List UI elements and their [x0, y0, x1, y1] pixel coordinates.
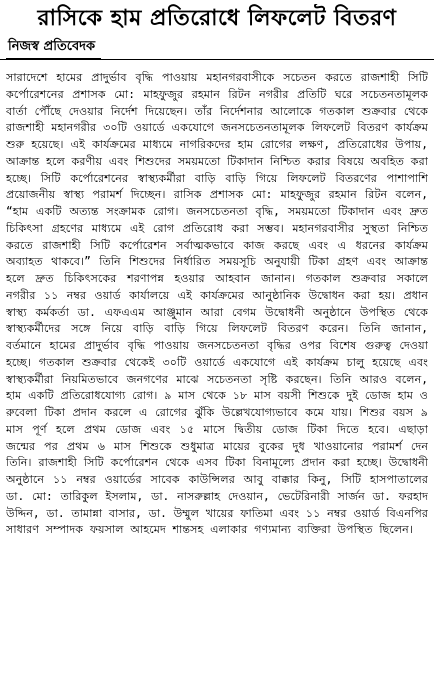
article-body: সারাদেশে হামের প্রাদুর্ভাব বৃদ্ধি পাওয়ায় মহানগরবাসীকে সচেতন করতে রাজশাহী সিটি কর্পোরেশনের প্রশাসক মো: মাহফুজুর রহমান রিটন নগরীর প্রতিটি ঘরে সচেতনতামূলক বার্তা পৌঁছে দেওয়ার নির্দেশ দিয়েছেন। তাঁর নির্দেশনার আলোকে গতকাল শুক্রবার থেকে রাজশাহী মহানগরীর ৩০টি ওয়ার্ডে একযোগে জনসচেতনতামূলক লিফলেট বিতরণ কার্যক্রম শুরু হয়েছে। এই কার্যক্রমের মাধ্যমে নাগরিকদের হাম রোগের লক্ষণ, প্রতিরোধের উপায়, আক্রান্ত হলে করণীয় এবং শিশুদের সময়মতো টিকাদান নিশ্চিত করার বিষয়ে অবহিত করা হচ্ছে। সিটি কর্পোরেশনের স্বাস্থ্যকর্মীরা বাড়ি বাড়ি গিয়ে লিফলেট বিতরণের পাশাপাশি প্রয়োজনীয় স্বাস্থ্য পরামর্শ দিচ্ছেন। রাসিক প্রশাসক মো: মাহফুজুর রহমান রিটন বলেন, “হাম একটি অত্যন্ত সংক্রামক রোগ। জনসচেতনতা বৃদ্ধি, সময়মতো টিকাদান এবং দ্রুত চিকিৎসা গ্রহণের মাধ্যমে এই রোগ প্রতিরোধ করা সম্ভব। মহানগরবাসীর সুস্থতা নিশ্চিত করতে রাজশাহী সিটি কর্পোরেশন সর্বাত্মকভাবে কাজ করছে এবং এ ধরনের কার্যক্রম অব্যাহত থাকবে।” তিনি শিশুদের নির্ধারিত সময়সূচি অনুযায়ী টিকা গ্রহণ এবং আক্রান্ত হলে দ্রুত চিকিৎসকের শরণাপন্ন হওয়ার আহবান জানান। গতকাল শুক্রবার সকালে নগরীর ১১ নম্বর ওয়ার্ড কার্যালয়ে এই কার্যক্রমের আনুষ্ঠানিক উদ্বোধন করা হয়। প্রধান স্বাস্থ্য কর্মকর্তা ডা. এফএএম আঞ্জুমান আরা বেগম উদ্বোধনী অনুষ্ঠানে উপস্থিত থেকে স্বাস্থ্যকর্মীদের সঙ্গে নিয়ে বাড়ি বাড়ি গিয়ে লিফলেট বিতরণ করেন। তিনি জানান, বর্তমানে হামের প্রাদুর্ভাব বৃদ্ধি পাওয়ায় জনসচেতনতা বৃদ্ধির ওপর বিশেষ গুরুত্ব দেওয়া হচ্ছে। গতকাল শুক্রবার থেকেই ৩০টি ওয়ার্ডে একযোগে এই কার্যক্রম চালু হয়েছে এবং স্বাস্থ্যকর্মীরা নিয়মিতভাবে জনগণের মাঝে সচেতনতা সৃষ্টি করছেন। তিনি আরও বলেন, হাম একটি প্রতিরোধযোগ্য রোগ। ৯ মাস থেকে ১৮ মাস বয়সী শিশুকে দুই ডোজ হাম ও রুবেলা টিকা প্রদান করলে এ রোগের ঝুঁকি উল্লেখযোগ্যভাবে কমে যায়। শিশুর বয়স ৯ মাস পূর্ণ হলে প্রথম ডোজ এবং ১৫ মাসে দ্বিতীয় ডোজ টিকা দিতে হবে। এছাড়া জন্মের পর প্রথম ৬ মাস শিশুকে শুধুমাত্র মায়ের বুকের দুধ খাওয়ানোর পরামর্শ দেন তিনি। রাজশাহী সিটি কর্পোরেশন থেকে এসব টিকা বিনামূল্যে প্রদান করা হচ্ছে। উদ্বোধনী অনুষ্ঠানে ১১ নম্বর ওয়ার্ডের সাবেক কাউন্সিলর আবু বাক্কার কিনু, সিটি হাসপাতালের ডা. মো: তারিকুল ইসলাম, ডা. নাসরুল্লাহ দেওয়ান, ভেটেরিনারী সার্জন ডা. ফরহাদ উদ্দিন, ডা. তামান্না বাসার, ডা. উম্মুল খায়ের ফাতিমা এবং ১১ নম্বর ওয়ার্ড বিএনপির সাধারণ সম্পাদক ফয়সাল আহমেদ শান্তসহ এলাকার গণ্যমান্য ব্যক্তিরা উপস্থিত ছিলেন।: [6, 71, 428, 537]
article-byline: নিজস্ব প্রতিবেদক: [6, 37, 101, 59]
byline-divider: [0, 59, 434, 60]
article-headline: রাসিকে হাম প্রতিরোধে লিফলেট বিতরণ: [37, 6, 397, 31]
